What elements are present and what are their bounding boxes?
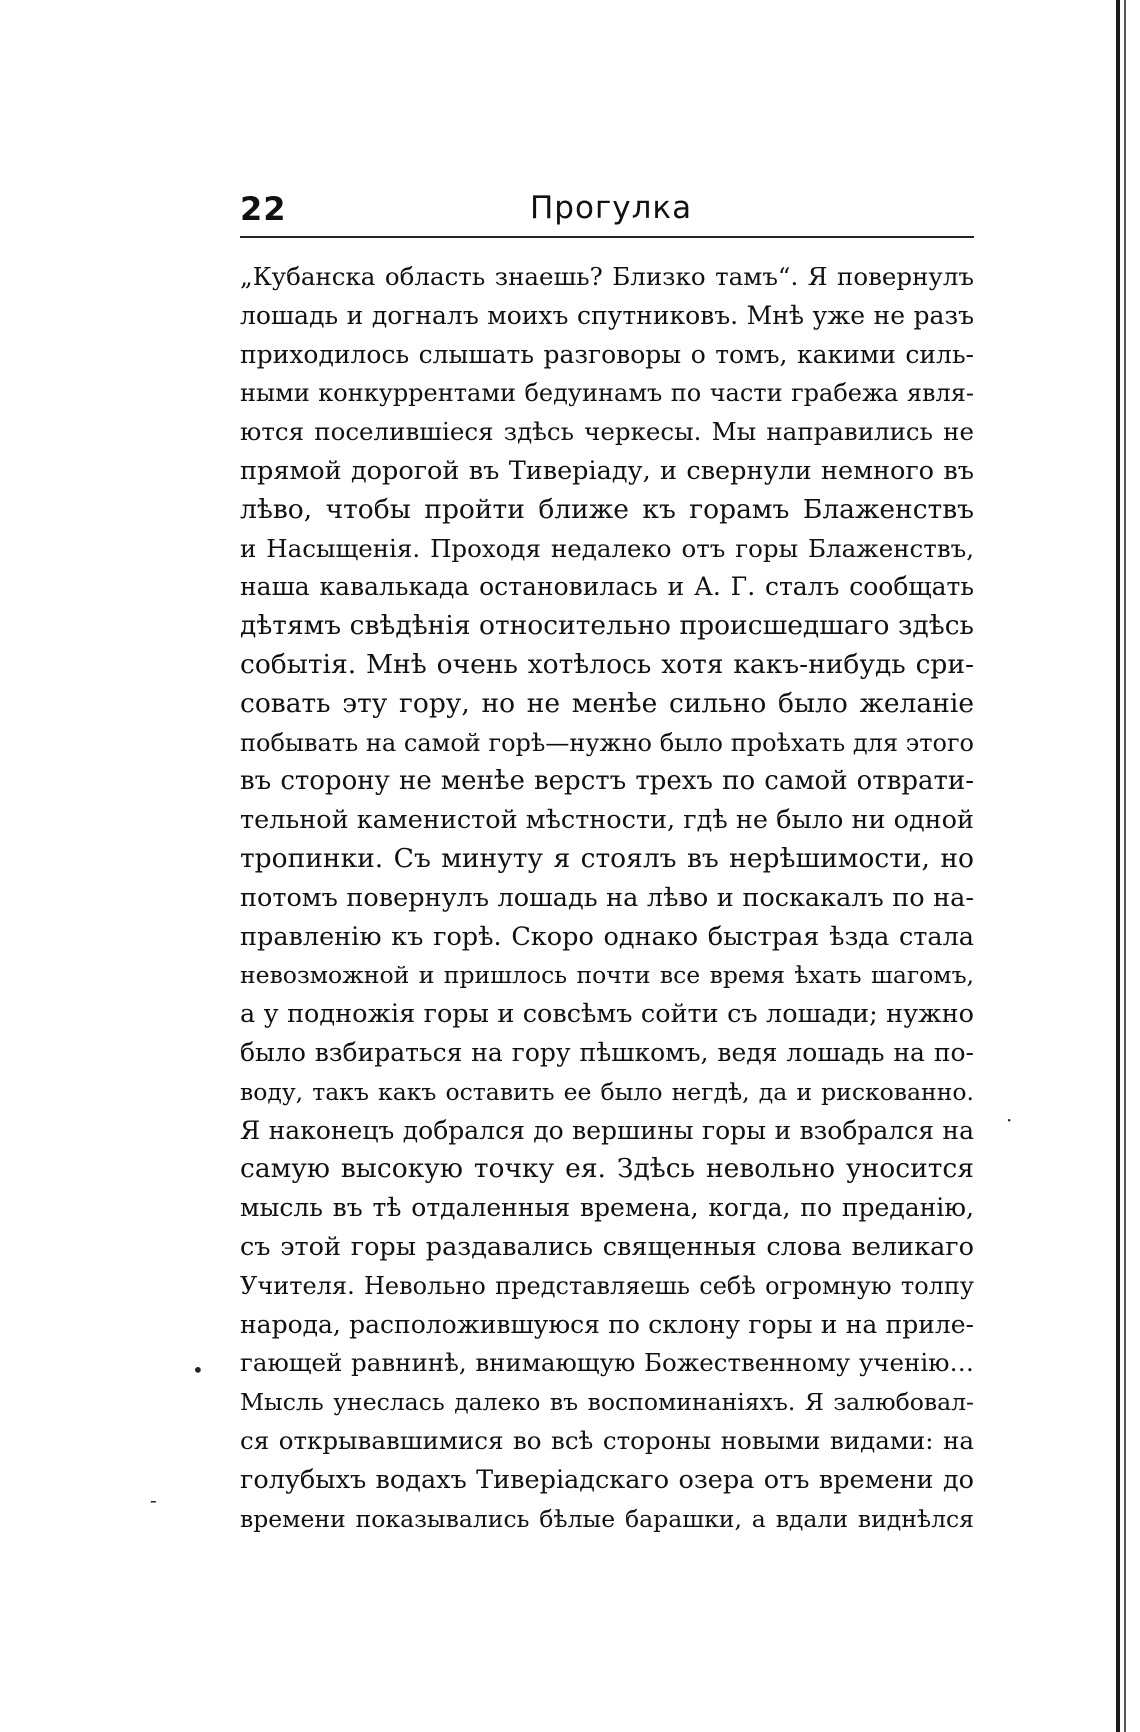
text-line: совать эту гору, но не менѣе сильно было желаніе [240, 687, 974, 719]
text-line: голубыхъ водахъ Тиверіадскаго озера отъ времени до [240, 1464, 974, 1495]
page-header [240, 188, 974, 238]
text-line: лѣво, чтобы пройти ближе къ горамъ Блаженствъ [240, 493, 974, 525]
text-line: тельной каменистой мѣстности, гдѣ не было ни одной [240, 805, 974, 836]
text-line: событія. Мнѣ очень хотѣлось хотя какъ-нибудь сри- [240, 648, 974, 680]
text-line: ются поселившіеся здѣсь черкесы. Мы направились не [240, 417, 974, 447]
text-line: прямой дорогой въ Тиверіаду, и свернули немного въ [240, 455, 974, 486]
scan-speck: • [192, 1358, 204, 1382]
page-edge-shadow-inner [1124, 0, 1126, 1732]
running-title: Прогулка [530, 190, 693, 226]
text-line: а у подножія горы и совсѣмъ сойти съ лошади; нужно [240, 999, 974, 1030]
text-line: Учителя. Невольно представляешь себѣ огромную толпу [240, 1271, 974, 1300]
text-line: въ сторону не менѣе верстъ трехъ по самой отврати- [240, 766, 974, 797]
text-line: ся открывавшимися во всѣ стороны новыми видами: на [240, 1425, 974, 1455]
text-line: самую высокую точку ея. Здѣсь невольно уносится [240, 1153, 974, 1185]
text-line: побывать на самой горѣ—нужно было проѣхать для этого [240, 728, 974, 757]
text-line: Мысль унеслась далеко въ воспоминаніяхъ. Я залюбовал- [240, 1388, 974, 1417]
text-line: мысль въ тѣ отдаленныя времена, когда, по преданію, [240, 1193, 974, 1223]
text-line: приходилось слышать разговоры о томъ, какими силь- [240, 339, 974, 369]
text-line: наша кавалькада остановилась и А. Г. сталъ сообщать [240, 572, 974, 602]
text-line: потомъ повернулъ лошадь на лѣво и поскакалъ по на- [240, 882, 974, 913]
text-line: было взбираться на гору пѣшкомъ, ведя лошадь на по- [240, 1037, 974, 1067]
text-line: лошадь и догналъ моихъ спутниковъ. Мнѣ уже не разъ [240, 300, 974, 330]
text-line: воду, такъ какъ оставить ее было негдѣ, да и рискованно. [240, 1077, 974, 1106]
header-rule [240, 236, 974, 238]
text-line: гающей равнинѣ, внимающую Божественному ученію… [240, 1348, 974, 1378]
text-line: правленію къ горѣ. Скоро однако быстрая ѣзда стала [240, 921, 974, 952]
body-text [240, 258, 974, 1538]
text-line: Я наконецъ добрался до вершины горы и взобрался на [240, 1115, 974, 1145]
page-edge-shadow [1116, 0, 1120, 1732]
scan-speck: · [1006, 1108, 1013, 1132]
text-line: съ этой горы раздавались священныя слова великаго [240, 1231, 974, 1262]
page-number: 22 [240, 190, 287, 228]
text-line: невозможной и пришлось почти все время ѣхать шагомъ, [240, 961, 974, 990]
scan-speck: ‐ [150, 1488, 157, 1512]
text-line: дѣтямъ свѣдѣнія относительно происшедшаго здѣсь [240, 610, 974, 642]
text-line: времени показывались бѣлые барашки, а вдали виднѣлся [240, 1504, 974, 1533]
text-line: „Кубанска область знаешь? Близко тамъ“. Я повернулъ [240, 262, 974, 291]
text-line: тропинки. Съ минуту я стоялъ въ нерѣшимости, но [240, 842, 974, 874]
text-line: и Насыщенія. Проходя недалеко отъ горы Блаженствъ, [240, 533, 974, 563]
text-line: ными конкуррентами бедуинамъ по части грабежа явля- [240, 379, 974, 408]
text-line: народа, расположившуюся по склону горы и на приле- [240, 1309, 974, 1339]
